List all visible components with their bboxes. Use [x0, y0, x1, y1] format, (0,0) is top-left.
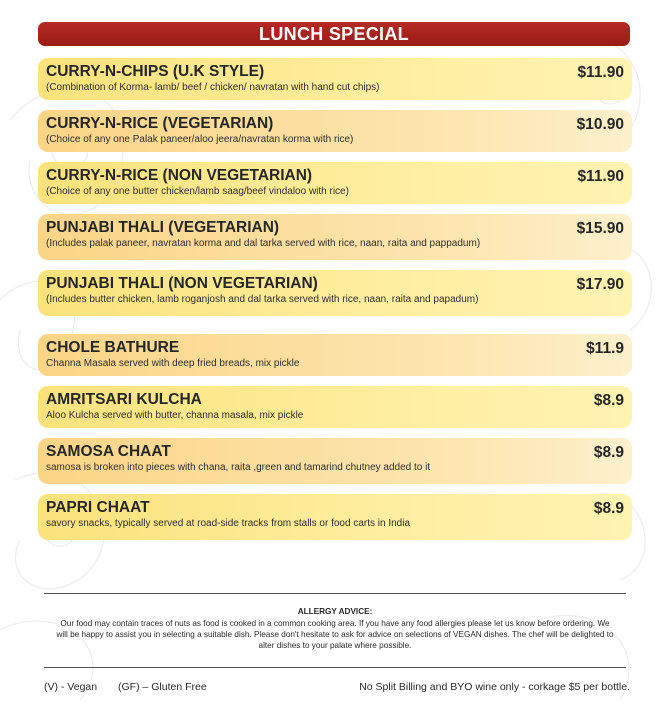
- menu-item-description: samosa is broken into pieces with chana, raita ,green and tamarind chutney added to it: [46, 462, 431, 473]
- menu-item-description: Aloo Kulcha served with butter, channa masala, mix pickle: [46, 410, 304, 421]
- menu-item-name: PAPRI CHAAT: [46, 499, 150, 516]
- menu-item-amritsari-kulcha: [38, 386, 632, 428]
- allergy-top-divider: [44, 593, 626, 594]
- allergy-bottom-divider: [44, 667, 626, 668]
- menu-item-description: (Combination of Korma- lamb/ beef / chicken/ navratan with hand cut chips): [46, 82, 380, 93]
- menu-item-description: (Choice of any one Palak paneer/aloo jeera/navratan korma with rice): [46, 134, 354, 145]
- allergy-advice-line: alter dishes to your palate where possible.: [258, 641, 412, 650]
- lunch-special-banner: LUNCH SPECIAL: [38, 22, 630, 46]
- allergy-advice-line: Our food may contain traces of nuts as food is cooked in a common cooking area. If you have any food allergies please let us know before ordering. We: [60, 619, 610, 628]
- menu-item-price: $11.9: [586, 340, 624, 357]
- allergy-advice-title: ALLERGY ADVICE:: [297, 607, 373, 616]
- menu-item-curry-n-chips: [38, 58, 632, 100]
- gluten-free-legend: (GF) – Gluten Free: [118, 681, 207, 693]
- menu-item-papri-chaat: [38, 494, 632, 540]
- menu-item-name: AMRITSARI KULCHA: [46, 391, 202, 408]
- menu-item-description: (Choice of any one butter chicken/lamb saag/beef vindaloo with rice): [46, 186, 349, 197]
- menu-list: [38, 58, 632, 550]
- menu-item-price: $17.90: [576, 276, 624, 293]
- menu-item-description: (Includes butter chicken, lamb roganjosh and dal tarka served with rice, naan, raita and papadum): [46, 294, 479, 305]
- menu-item-price: $11.90: [577, 168, 624, 185]
- menu-item-name: SAMOSA CHAAT: [46, 443, 171, 460]
- menu-item-chole-bathure: [38, 334, 632, 376]
- menu-item-name: CURRY-N-RICE (NON VEGETARIAN): [46, 167, 313, 184]
- menu-item-name: CURRY-N-CHIPS (U.K STYLE): [46, 63, 265, 80]
- menu-item-punjabi-thali-veg: [38, 214, 632, 260]
- menu-item-price: $10.90: [576, 116, 624, 133]
- menu-item-price: $11.90: [577, 64, 624, 81]
- allergy-advice: [44, 606, 626, 651]
- menu-item-name: PUNJABI THALI (NON VEGETARIAN): [46, 275, 318, 292]
- menu-item-price: $8.9: [593, 500, 624, 517]
- menu-item-price: $8.9: [593, 392, 624, 409]
- menu-item-name: PUNJABI THALI (VEGETARIAN): [46, 219, 280, 236]
- menu-item-curry-n-rice-veg: [38, 110, 632, 152]
- billing-policy: No Split Billing and BYO wine only - corkage $5 per bottle.: [359, 681, 630, 693]
- menu-item-samosa-chaat: [38, 438, 632, 484]
- menu-item-name: CURRY-N-RICE (VEGETARIAN): [46, 115, 274, 132]
- menu-item-punjabi-thali-non-veg: [38, 270, 632, 316]
- menu-item-description: (Includes palak paneer, navratan korma and dal tarka served with rice, naan, raita and pappadum): [46, 238, 481, 249]
- allergy-advice-line: will be happy to assist you in selecting a suitable dish. Please don't hesitate to ask for advice on selections of VEGAN dishes. The chef will be delighted to: [56, 630, 614, 639]
- menu-item-name: CHOLE BATHURE: [46, 339, 180, 356]
- vegan-legend: (V) - Vegan: [44, 681, 98, 693]
- menu-item-description: savory snacks, typically served at road-side tracks from stalls or food carts in India: [46, 518, 411, 529]
- menu-item-price: $15.90: [576, 220, 624, 237]
- menu-item-curry-n-rice-non-veg: [38, 162, 632, 204]
- menu-item-price: $8.9: [593, 444, 624, 461]
- menu-item-description: Channa Masala served with deep fried breads, mix pickle: [46, 358, 300, 369]
